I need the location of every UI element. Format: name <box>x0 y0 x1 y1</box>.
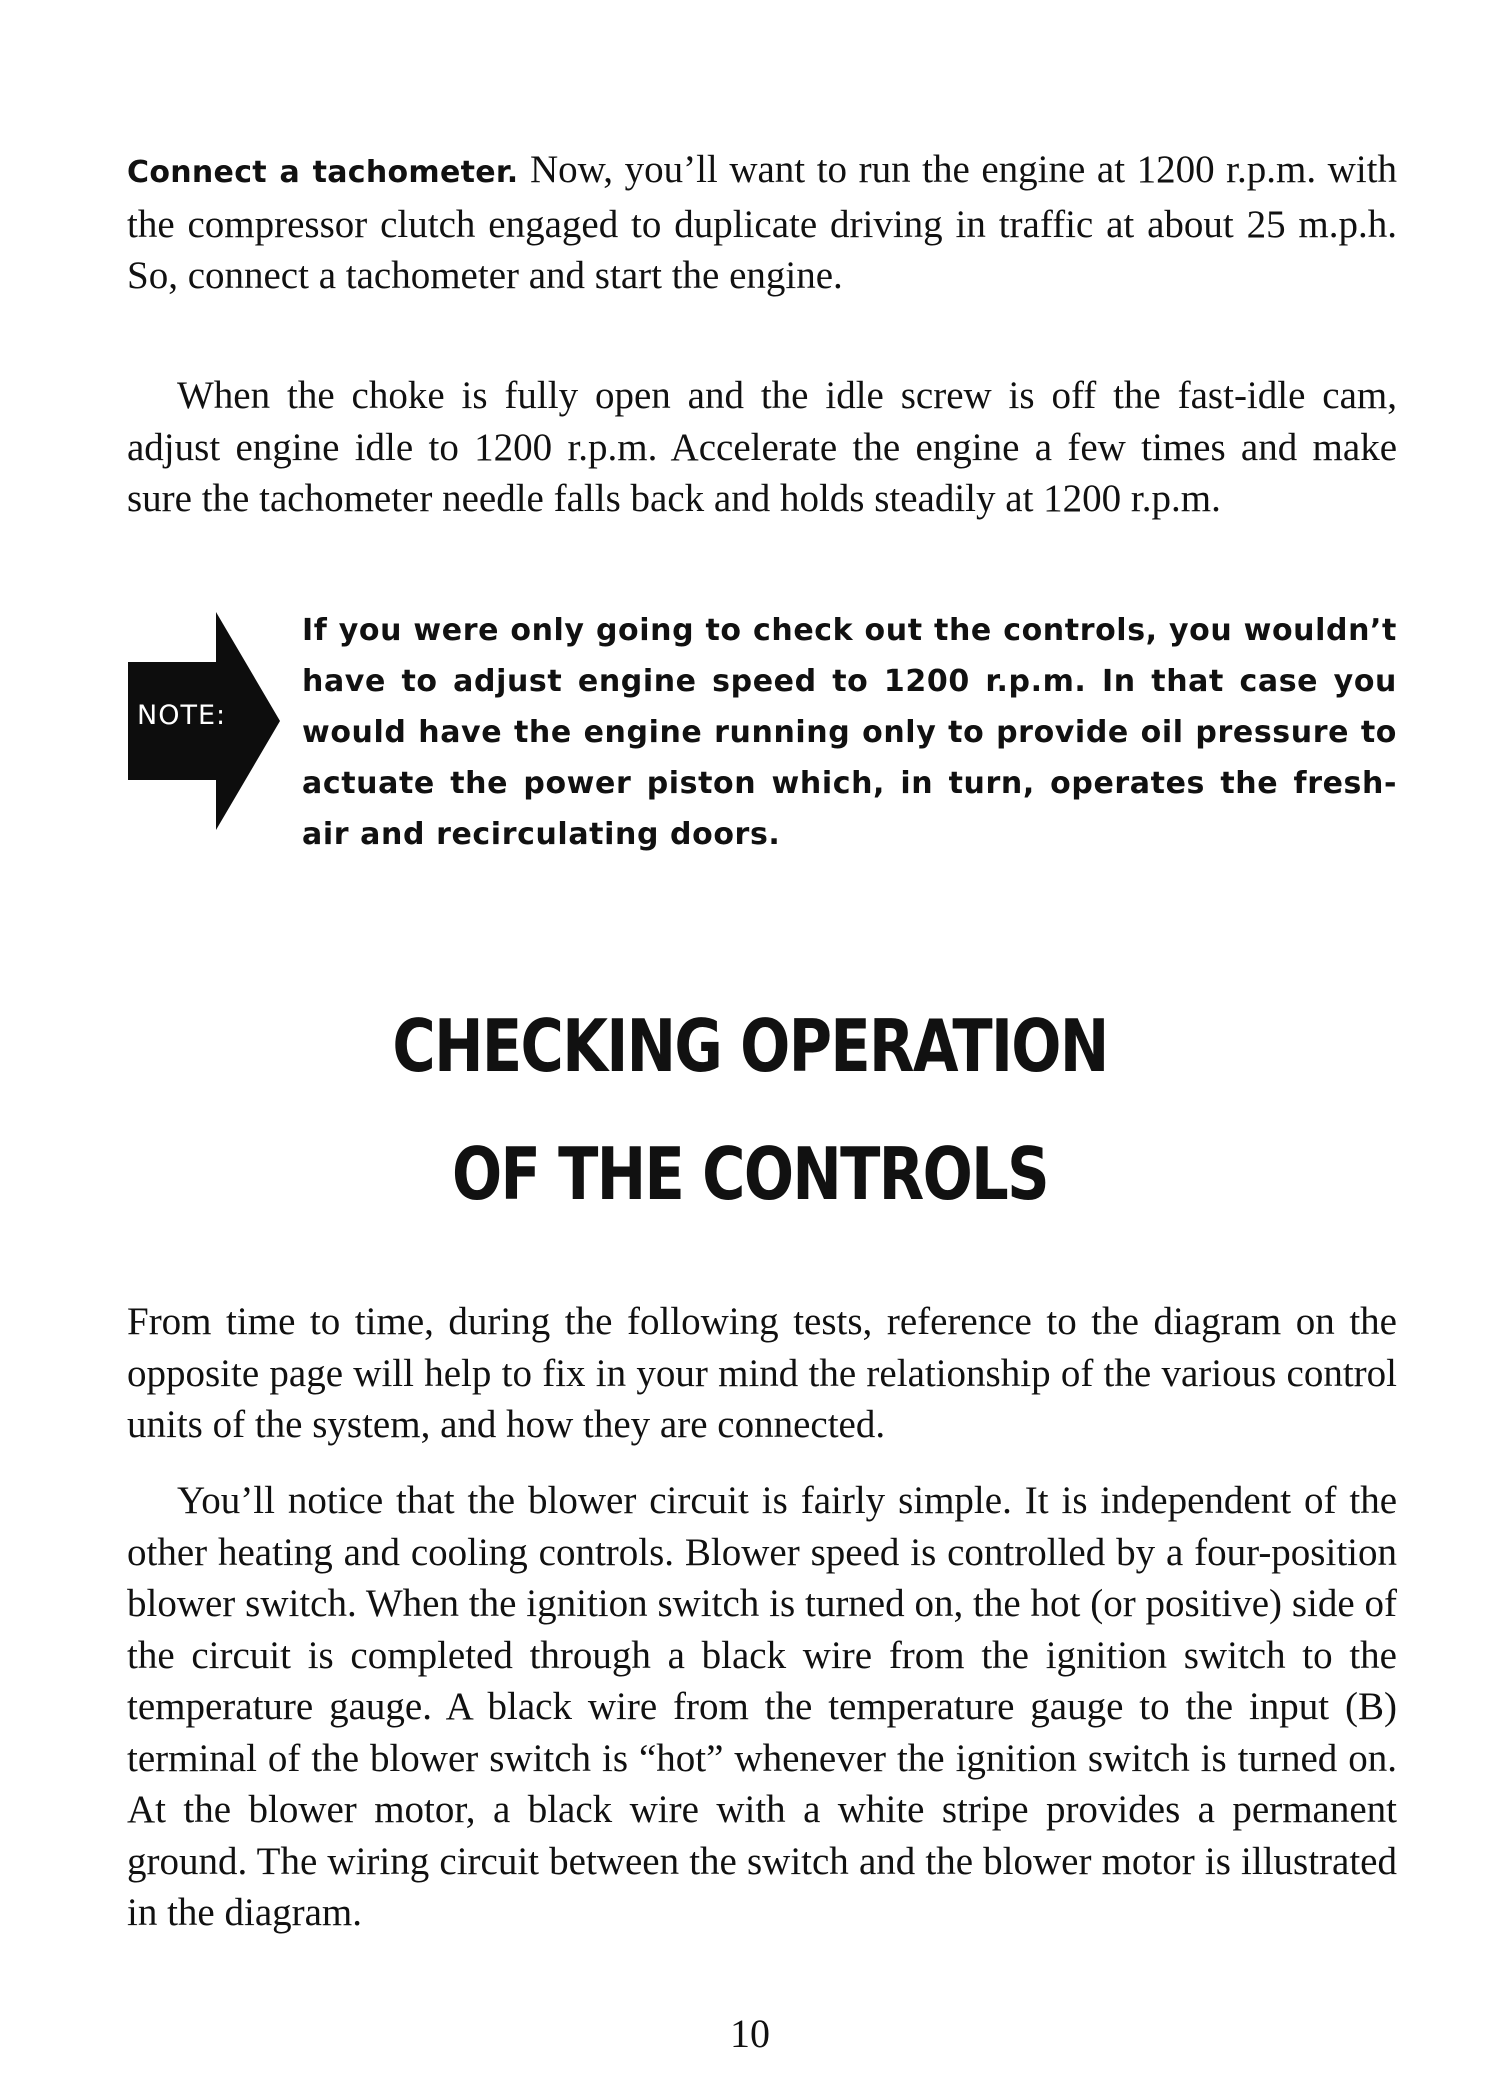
paragraph-body: Now, you’ll want to run the engine at 1200 r.p.m. with the compressor clutch engaged to duplicate driving in traffic at about 25 m.p.h. So, connect a tachometer and start the engine. <box>127 148 1397 297</box>
section-heading-line-2: OF THE CONTROLS <box>451 1132 1049 1216</box>
note-label: NOTE: <box>137 700 227 731</box>
section-heading-line-1: CHECKING OPERATION <box>392 1004 1108 1088</box>
paragraph-choke: When the choke is fully open and the idle screw is off the fast-idle cam, adjust engine idle to 1200 r.p.m. Accelerate the engine a few times and make sure the tachometer needle falls back and holds steadily at 1200 r.p.m. <box>127 374 1397 520</box>
page-number: 10 <box>730 2011 770 2056</box>
note-text: If you were only going to check out the controls, you wouldn’t have to adjust engine speed to 1200 r.p.m. In that case you would have the engine running only to provide oil pressure to actuate the power piston which, in turn, operates the fresh-air and recirculating doors. <box>302 613 1397 852</box>
paragraph-connect-tachometer <box>127 144 1397 302</box>
paragraph-blower-circuit: You’ll notice that the blower circuit is fairly simple. It is independent of the other heating and cooling controls. Blower speed is controlled by a four-position blower switch. When the ignition switch is turned on, the hot (or positive) side of the circuit is completed through a black wire from the ignition switch to the temperature gauge. A black wire from the temperature gauge to the input (B) terminal of the blower switch is “hot” whenever the ignition switch is turned on. At the blower motor, a black wire with a white stripe provides a permanent ground. The wiring circuit between the switch and the blower motor is illustrated in the diagram. <box>127 1479 1397 1934</box>
paragraph-reference-diagram: From time to time, during the following tests, reference to the diagram on the opposite page will help to fix in your mind the relationship of the various control units of the system, and how they are connected. <box>127 1300 1397 1446</box>
paragraph-lead-in: Connect a tachometer. <box>127 155 519 190</box>
